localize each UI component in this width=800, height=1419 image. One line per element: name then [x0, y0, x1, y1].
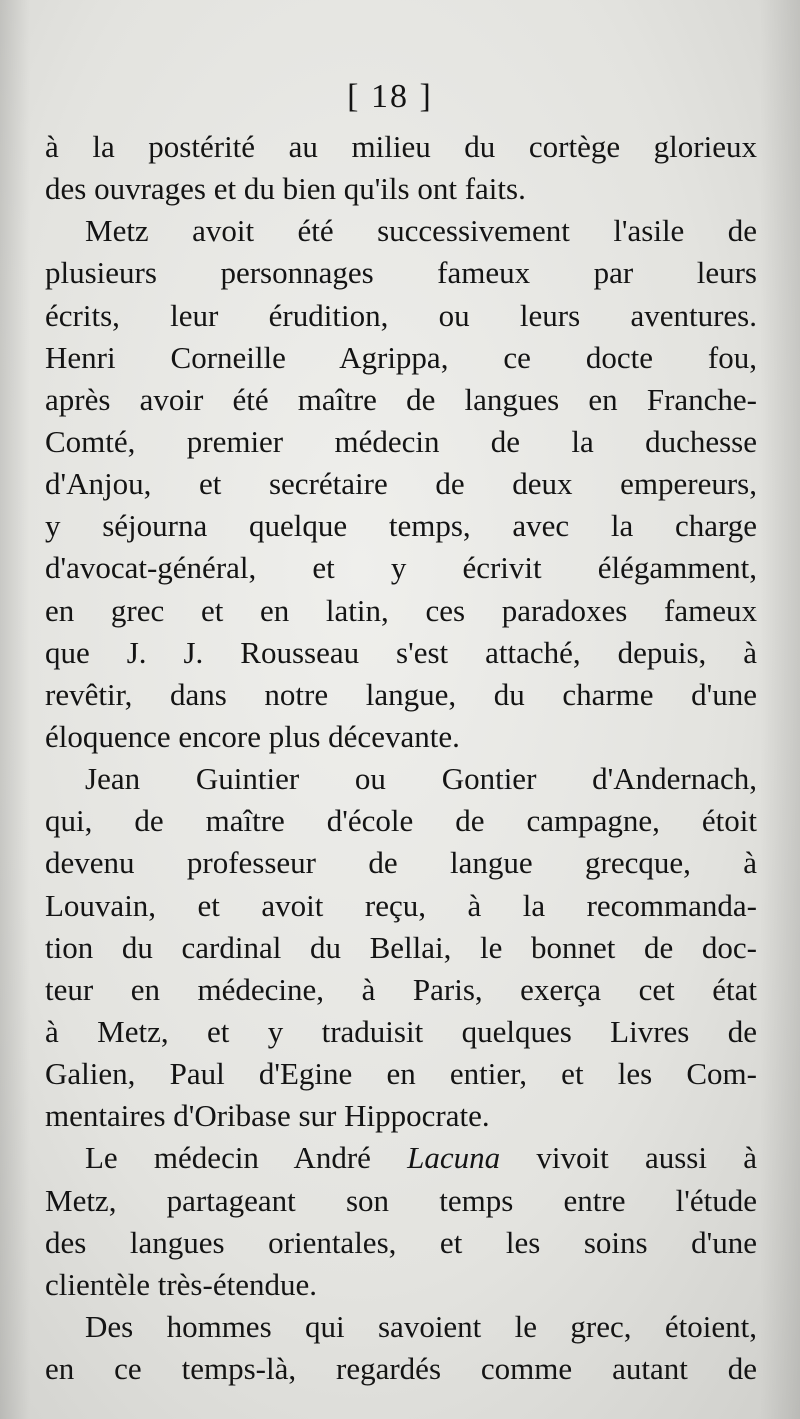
text-line: Louvain, et avoit reçu, à la recommanda- [45, 887, 757, 923]
text-line: des ouvrages et du bien qu'ils ont faits. [45, 171, 526, 207]
text-line: Metz, partageant son temps entre l'étude [45, 1182, 757, 1218]
text-line: revêtir, dans notre langue, du charme d'une [45, 676, 757, 712]
text-line: Metz avoit été successivement l'asile de [85, 213, 757, 249]
paragraph-5 [45, 1306, 757, 1390]
text-line: tion du cardinal du Bellai, le bonnet de doc- [45, 929, 757, 965]
page-edge-shadow-right [760, 0, 800, 1419]
text-segment: Le médecin André [85, 1140, 408, 1176]
text-line: Des hommes qui savoient le grec, étoient, [85, 1308, 757, 1344]
text-line: qui, de maître d'école de campagne, étoit [45, 803, 757, 839]
text-line: en ce temps-là, regardés comme autant de [45, 1351, 757, 1387]
text-line: d'Anjou, et secrétaire de deux empereurs, [45, 466, 757, 502]
paragraph-4 [45, 1137, 757, 1306]
text-line: clientèle très-étendue. [45, 1266, 317, 1302]
text-line [45, 1137, 757, 1179]
text-line: Henri Corneille Agrippa, ce docte fou, [45, 339, 757, 375]
text-segment: vivoit aussi à [500, 1140, 757, 1176]
text-line: éloquence encore plus décevante. [45, 718, 460, 754]
text-line: à la postérité au milieu du cortège glorieux [45, 129, 757, 164]
paragraph-1 [45, 126, 757, 210]
page-number: [ 18 ] [347, 78, 433, 115]
text-line: plusieurs personnages fameux par leurs [45, 255, 757, 291]
text-line: d'avocat-général, et y écrivit élégamment, [45, 550, 757, 586]
page-edge-shadow-left [0, 0, 30, 1419]
text-line: y séjourna quelque temps, avec la charge [45, 508, 757, 544]
paragraph-3 [45, 758, 757, 1137]
text-line: Comté, premier médecin de la duchesse [45, 423, 757, 459]
body-text [45, 126, 757, 1390]
italic-name: Lacuna [407, 1140, 501, 1176]
text-line: que J. J. Rousseau s'est attaché, depuis, à [45, 634, 757, 670]
paragraph-2 [45, 210, 757, 758]
text-line: teur en médecine, à Paris, exerça cet état [45, 971, 757, 1007]
text-line: après avoir été maître de langues en Franche- [45, 381, 757, 417]
text-line: mentaires d'Oribase sur Hippocrate. [45, 1098, 490, 1134]
text-line: Jean Guintier ou Gontier d'Andernach, [85, 761, 757, 797]
text-line: Galien, Paul d'Egine en entier, et les Com- [45, 1056, 757, 1092]
text-line: à Metz, et y traduisit quelques Livres de [45, 1013, 757, 1049]
text-line: en grec et en latin, ces paradoxes fameux [45, 592, 757, 628]
text-line: des langues orientales, et les soins d'une [45, 1224, 757, 1260]
text-line: écrits, leur érudition, ou leurs aventures. [45, 297, 757, 333]
text-line: devenu professeur de langue grecque, à [45, 845, 757, 881]
